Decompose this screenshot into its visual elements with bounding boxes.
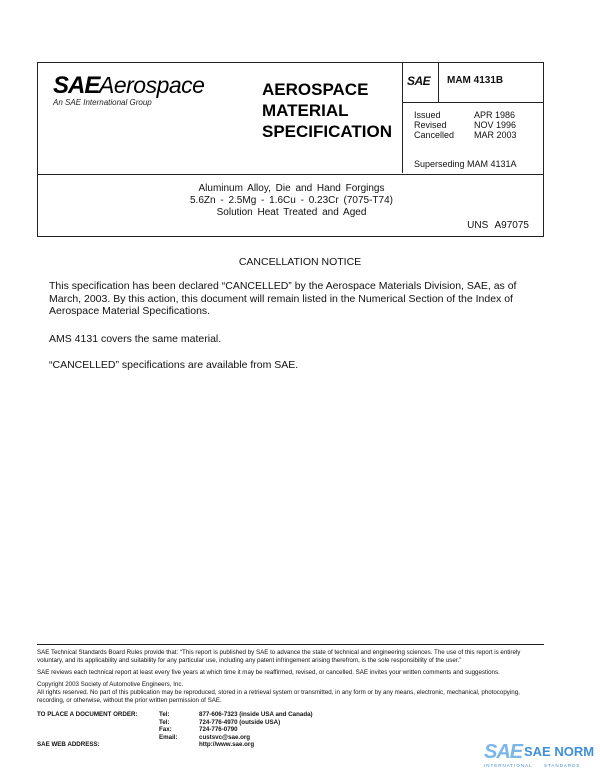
header-box xyxy=(37,62,544,175)
subject-line: 5.6Zn - 2.5Mg - 1.6Cu - 0.23Cr (7075-T74) xyxy=(190,195,393,206)
email-link[interactable]: custsvc@sae.org xyxy=(199,733,251,741)
contact-value: 724-776-0790 xyxy=(199,726,238,733)
superseding-note: Superseding MAM 4131A xyxy=(414,159,517,169)
subject-line: Solution Heat Treated and Aged xyxy=(216,207,367,218)
uns-designation: UNS A97075 xyxy=(467,220,529,231)
footer-divider xyxy=(37,644,544,645)
doc-number-cell xyxy=(439,63,544,103)
sae-aerospace-logo xyxy=(38,63,246,173)
logo-mark: SAE xyxy=(53,72,100,99)
cancellation-notice-title: CANCELLATION NOTICE xyxy=(238,256,362,268)
spec-title-line: MATERIAL xyxy=(262,101,349,120)
sae-norm-watermark xyxy=(484,741,596,771)
contact-value: 877-606-7323 (inside USA and Canada) xyxy=(199,711,313,718)
contact-key: Tel: xyxy=(159,718,170,726)
contact-key: Tel: xyxy=(159,711,170,718)
rights-statement: All rights reserved. No part of this publication may be reproduced, stored in a retrieval system or transmitted, in any form or by any means, electronic, mechanical, photocopying, recording, or otherwise, without the prior written permission of SAE. xyxy=(37,689,520,704)
small-logo-cell xyxy=(403,63,439,103)
date-row xyxy=(414,120,517,130)
contact-key: Email: xyxy=(159,733,178,741)
rules-statement: SAE Technical Standards Board Rules provide that: “This report is published by SAE to advance the state of technical and engineering sciences. The use of this report is entirely voluntary, and its applicability and suitability for any particular use, including any patent infringement arising therefrom, is the sole responsibility of the user.” xyxy=(37,649,521,664)
date-value: MAR 2003 xyxy=(474,130,517,140)
watermark-right-small: STANDARDS xyxy=(544,763,581,768)
date-value: NOV 1996 xyxy=(474,120,517,130)
logo-subtitle: An SAE International Group xyxy=(53,98,152,107)
date-label: Issued xyxy=(414,110,441,120)
spec-title xyxy=(262,79,402,142)
spec-title-line: AEROSPACE xyxy=(262,80,369,99)
body-paragraph: This specification has been declared “CANCELLED” by the Aerospace Materials Division, SAE, as of March, 2003. By this action, this document will remain listed in the Numerical Section of the Index of Aerospace Material Specifications. xyxy=(49,280,517,317)
issue-dates xyxy=(414,110,517,140)
doc-info-panel xyxy=(402,63,543,173)
body-paragraph: “CANCELLED” specifications are available from SAE. xyxy=(49,359,299,371)
date-row xyxy=(414,130,517,140)
doc-number: MAM 4131B xyxy=(447,75,504,86)
logo-word: Aerospace xyxy=(99,72,205,98)
web-label: SAE WEB ADDRESS: xyxy=(37,741,100,748)
body-paragraph: AMS 4131 covers the same material. xyxy=(49,333,222,345)
review-statement: SAE reviews each technical report at least every five years at which time it may be reaffirmed, revised, or cancelled. SAE invites your written comments and suggestions. xyxy=(37,669,500,676)
date-row xyxy=(414,110,517,120)
order-label: TO PLACE A DOCUMENT ORDER: xyxy=(37,711,138,718)
web-link[interactable]: http://www.sae.org xyxy=(199,741,255,748)
contact-key: Fax: xyxy=(159,726,172,733)
spec-title-line: SPECIFICATION xyxy=(262,122,393,141)
watermark-mark: SAE xyxy=(484,741,523,763)
subject-lines xyxy=(38,183,545,219)
date-value: APR 1986 xyxy=(474,110,516,120)
subject-box xyxy=(37,175,544,237)
copyright-line: Copyright 2003 Society of Automotive Engineers, Inc. xyxy=(37,681,184,688)
subject-line: Aluminum Alloy, Die and Hand Forgings xyxy=(198,183,385,194)
date-label: Cancelled xyxy=(414,130,455,140)
watermark-left-small: INTERNATIONAL xyxy=(484,763,533,768)
contact-value: 724-776-4970 (outside USA) xyxy=(199,718,281,726)
watermark-word: SAE NORM xyxy=(524,744,595,759)
sae-small-logo: SAE xyxy=(407,74,431,88)
date-label: Revised xyxy=(414,120,447,130)
